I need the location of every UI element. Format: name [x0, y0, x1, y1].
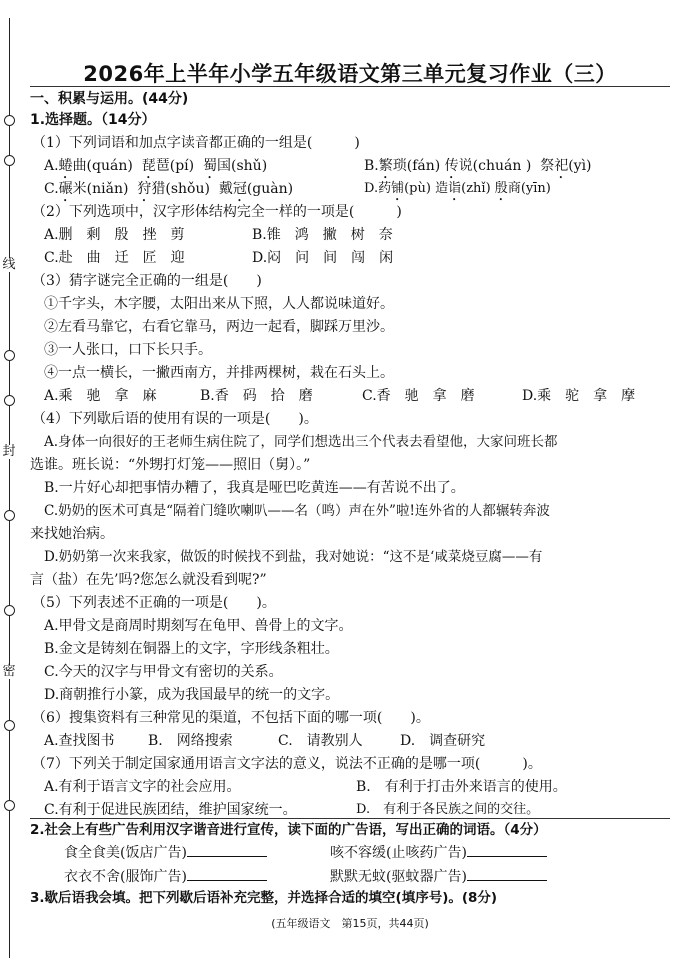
q1-4-option-a-line1: A.身体一向很好的王老师生病住院了，同学们想选出三个代表去看望他，大家问班长都 [44, 434, 558, 450]
q1-3-riddle-2: ②左看马靠它，右看它靠马，两边一起看，脚踩万里沙。 [44, 319, 394, 335]
q1-6-stem: （6）搜集资料有三种常见的渠道，不包括下面的哪一项( )。 [32, 710, 430, 726]
q1-1-option-d: D.药铺(pù) 造诣(zhǐ) 殷商(yīn) [364, 181, 551, 196]
answer-blank[interactable] [187, 866, 267, 881]
q1-6-option-d: D. 调查研究 [400, 733, 486, 749]
q1-1-stem: （1）下列词语和加点字读音都正确的一组是( ) [32, 135, 360, 151]
q1-6-option-b: B. 网络搜索 [148, 733, 233, 749]
question-2-heading: 2.社会上有些广告利用汉字谐音进行宣传，读下面的广告语，写出正确的词语。（4分） [30, 822, 547, 838]
q2-item-1: 食全食美(饭店广告) [64, 842, 267, 863]
section-rule [30, 818, 670, 819]
answer-blank[interactable] [467, 866, 547, 881]
question-3-heading: 3.歇后语我会填。把下列歇后语补充完整，并选择合适的填空(填序号)。(8分) [30, 890, 498, 906]
q1-7-option-a: A.有利于语言文字的社会应用。 [44, 779, 241, 795]
q1-3-option-b: B.香 码 拾 磨 [200, 388, 313, 404]
q1-2-option-d: D.闷 问 间 闯 闲 [252, 250, 394, 266]
q1-3-stem: （3）猜字谜完全正确的一组是( ) [32, 273, 262, 289]
section-heading: 一、积累与运用。(44分) [30, 91, 189, 107]
q2-item-2: 咳不容缓(止咳药广告) [330, 842, 547, 863]
q1-4-option-c-line1: C.奶奶的医术可真是“隔着门缝吹喇叭——名（鸣）声在外”啦!连外省的人都辗转奔波 [44, 503, 550, 519]
answer-blank[interactable] [187, 842, 267, 857]
q1-4-option-d-line2: 言（盐）在先’吗?您怎么就没看到呢?” [30, 572, 267, 588]
q2-item-3: 衣衣不舍(服饰广告) [64, 866, 267, 887]
q1-5-option-d: D.商朝推行小篆，成为我国最早的统一的文字。 [44, 687, 340, 703]
q1-4-option-d-line1: D.奶奶第一次来我家，做饭的时候找不到盐，我对她说：“这不是‘咸菜烧豆腐——有 [44, 549, 543, 565]
q1-6-option-a: A.查找图书 [44, 733, 115, 749]
q1-2-option-b: B.锥 鸿 撇 树 奈 [252, 227, 393, 243]
q1-3-option-a: A.乘 驰 拿 麻 [44, 388, 157, 404]
binding-hole [4, 720, 15, 731]
q1-1-option-c: C.碾米(niǎn) 狩猎(shǒu) 戴冠(guàn) [44, 181, 294, 197]
q1-2-stem: （2）下列选项中，汉字形体结构完全一样的一项是( ) [32, 204, 402, 220]
q1-6-option-c: C. 请教别人 [278, 733, 363, 749]
binding-hole [4, 395, 15, 406]
q1-5-option-c: C.今天的汉字与甲骨文有密切的关系。 [44, 664, 283, 680]
page-footer: (五年级语文 第15页，共44页) [271, 917, 429, 930]
q1-4-option-c-line2: 来找她治病。 [30, 526, 114, 542]
q1-3-option-c: C.香 驰 拿 磨 [362, 388, 475, 404]
binding-margin [0, 0, 24, 968]
answer-blank[interactable] [467, 842, 547, 857]
q1-1-option-a: A.蜷曲(quán) 琵琶(pí) 蜀国(shǔ) [44, 158, 268, 174]
q1-2-option-a: A.删 剩 殷 挫 剪 [44, 227, 185, 243]
binding-hole [4, 800, 15, 811]
binding-char-feng: 封 [2, 444, 16, 459]
q2-item-4: 默默无蚊(驱蚊器广告) [330, 866, 547, 887]
q1-4-option-a-line2: 选谁。班长说：“外甥打灯笼——照旧（舅）。” [30, 457, 311, 473]
q1-7-option-b: B. 有利于打击外来语言的使用。 [356, 779, 567, 795]
q1-1-option-b: B.繁琐(fán) 传说(chuán ) 祭祀(yì) [364, 158, 592, 174]
q1-5-option-b: B.金文是铸刻在铜器上的文字，字形线条粗壮。 [44, 641, 339, 657]
binding-hole [4, 350, 15, 361]
q1-4-option-b: B.一片好心却把事情办糟了，我真是哑巴吃黄连——有苦说不出了。 [44, 480, 465, 496]
q1-3-riddle-4: ④一点一横长，一撇西南方，并排两棵树，栽在石头上。 [44, 365, 394, 381]
binding-char-xian: 线 [2, 257, 16, 272]
q1-7-option-c: C.有利于促进民族团结，维护国家统一。 [44, 802, 297, 818]
binding-hole [4, 115, 15, 126]
q1-5-stem: （5）下列表述不正确的一项是( )。 [32, 595, 276, 611]
binding-hole [4, 155, 15, 166]
question-1-heading: 1.选择题。（14分） [30, 112, 156, 128]
worksheet-page [30, 0, 670, 968]
q1-5-option-a: A.甲骨文是商周时期刻写在龟甲、兽骨上的文字。 [44, 618, 353, 634]
q1-2-option-c: C.赴 曲 迁 匠 迎 [44, 250, 185, 266]
title-rule [30, 86, 670, 87]
q1-7-stem: （7）下列关于制定国家通用语言文字法的意义，说法不正确的是哪一项( )。 [32, 756, 542, 772]
q1-3-riddle-3: ③一人张口，口下长只手。 [44, 342, 212, 358]
q1-7-option-d: D. 有利于各民族之间的交往。 [356, 802, 540, 817]
binding-hole [4, 605, 15, 616]
q1-3-riddle-1: ①千字头，木字腰，太阳出来从下照，人人都说味道好。 [44, 296, 394, 312]
worksheet-title: 2026年上半年小学五年级语文第三单元复习作业（三） [83, 62, 617, 86]
binding-char-mi: 密 [2, 664, 16, 679]
q1-3-option-d: D.乘 驼 拿 摩 [522, 388, 636, 404]
q1-4-stem: （4）下列歇后语的使用有误的一项是( )。 [32, 411, 318, 427]
binding-hole [4, 510, 15, 521]
